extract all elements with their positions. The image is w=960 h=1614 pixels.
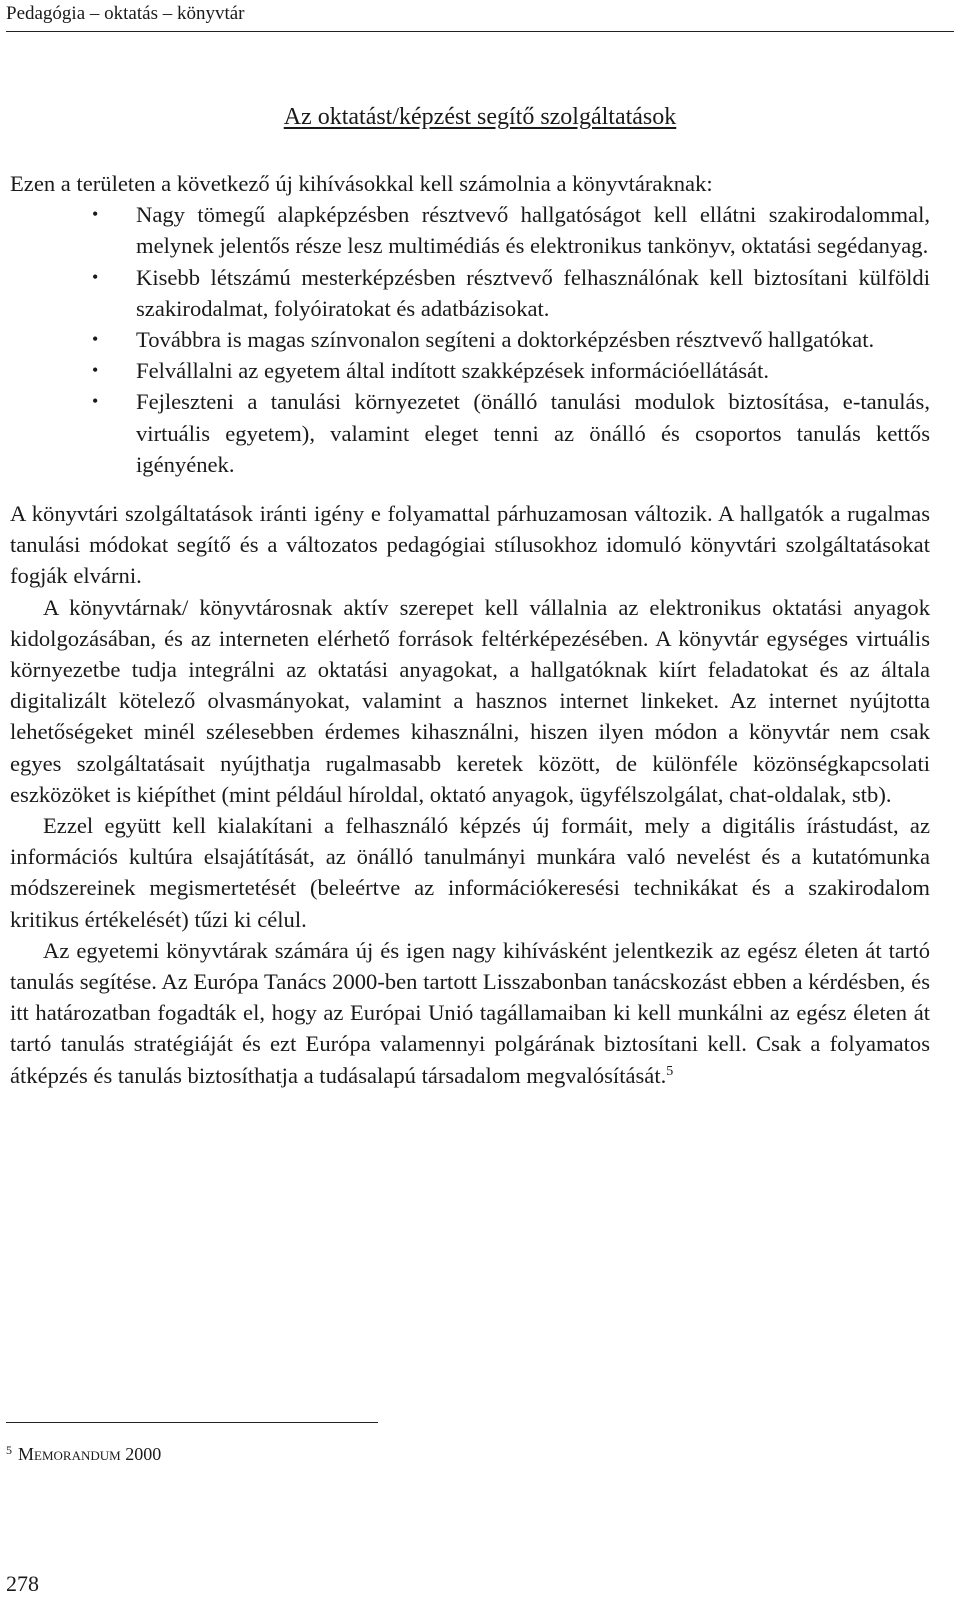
footnote	[6, 1438, 161, 1466]
bullet-icon: •	[92, 360, 99, 381]
body-text	[10, 168, 930, 1091]
paragraph: Ezzel együtt kell kialakítani a felhasználó képzés új formáit, mely a digitális írástudást, az információs kultúra elsajátítását, az önálló tanulmányi munkára való nevelést és a kutatómunka módszereinek megismertetését (beleértve az információkeresési technikákat és a szakirodalom kritikus értékelését) tűzi ki célul.	[10, 813, 930, 932]
bullet-icon: •	[92, 391, 99, 412]
running-head: Pedagógia – oktatás – könyvtár	[6, 2, 954, 32]
list-item-text: Kisebb létszámú mesterképzésben résztvevő felhasználónak kell biztosítani külföldi szakirodalmat, folyóiratokat és adatbázisokat.	[136, 264, 930, 321]
paragraph-text: Az egyetemi könyvtárak számára új és igen nagy kihívásként jelentkezik az egész életen át tartó tanulás segítése. Az Európa Tanács 2000-ben tartott Lisszabonban tanácskozást ebben a kérdésben, és itt határozatban fogadták el, hogy az Európai Unió tagállamaiban ki kell munkálni az egész életen át tartó tanulás stratégiáját és ezt Európa valamennyi polgárának biztosítani kell. Csak a folyamatos átképzés és tanulás biztosíthatja a tudásalapú társadalom megvalósítását.	[10, 937, 930, 1088]
list-item	[10, 199, 930, 261]
footnote-reference[interactable]: 5	[666, 1063, 674, 1079]
list-item-text: Fejleszteni a tanulási környezetet (önálló tanulási modulok biztosítása, e-tanulás, virtuális egyetem), valamint eleget tenni az önálló és csoportos tanulás kettős igényének.	[136, 389, 930, 477]
list-item-text: Felvállalni az egyetem által indított szakképzések információellátását.	[136, 358, 770, 384]
footnote-year: 2000	[125, 1444, 162, 1464]
footnote-number: 5	[6, 1443, 12, 1457]
list-item	[10, 262, 930, 324]
bullet-icon: •	[92, 266, 99, 287]
intro-paragraph: Ezen a területen a következő új kihívásokkal kell számolnia a könyvtáraknak:	[10, 171, 713, 196]
list-item	[10, 324, 930, 355]
bullet-icon: •	[92, 329, 99, 350]
challenge-list	[10, 199, 930, 480]
footnote-source: emorandum	[34, 1444, 121, 1464]
paragraph: A könyvtárnak/ könyvtárosnak aktív szerepet kell vállalnia az elektronikus oktatási anyagok kidolgozásában, és az interneten elérhető források feltérképezésében. A könyvtár egységes virtuális környezetbe tudja integrálni az oktatási anyagokat, a hallgatóknak kiírt feladatokat és az általa digitalizált kötelező olvasmányokat, valamint a hasznos internet linkeket. Az internet nyújtotta lehetőségeket minél szélesebben érdemes kihasználni, hiszen ilyen módon a könyvtár nem csak egyes szolgáltatásait nyújthatja rugalmasabb keretek között, de különféle közönségkapcsolati eszközöket is kiépíthet (mint például híroldal, oktató anyagok, ügyfélszolgálat, chat-oldalak, stb).	[10, 594, 930, 807]
paragraph: A könyvtári szolgáltatások iránti igény e folyamattal párhuzamosan változik. A hallgatók a rugalmas tanulási módokat segítő és a változatos pedagógiai stílusokhoz idomuló könyvtári szolgáltatásokat fogják elvárni.	[10, 501, 930, 589]
footnote-divider	[6, 1422, 378, 1423]
list-item-text: Továbbra is magas színvonalon segíteni a doktorképzésben résztvevő hallgatókat.	[136, 327, 875, 353]
footnote-source-initial: M	[18, 1444, 35, 1464]
bullet-icon: •	[92, 204, 99, 225]
list-item	[10, 386, 930, 480]
paragraph-with-footnote	[10, 935, 930, 1091]
section-title: Az oktatást/képzést segítő szolgáltatások	[283, 104, 677, 130]
page-number: 278	[6, 1571, 39, 1596]
list-item-text: Nagy tömegű alapképzésben résztvevő hallgatóságot kell ellátni szakirodalommal, melynek jelentős része lesz multimédiás és elektronikus tankönyv, oktatási segédanyag.	[136, 202, 930, 259]
list-item	[10, 355, 930, 386]
